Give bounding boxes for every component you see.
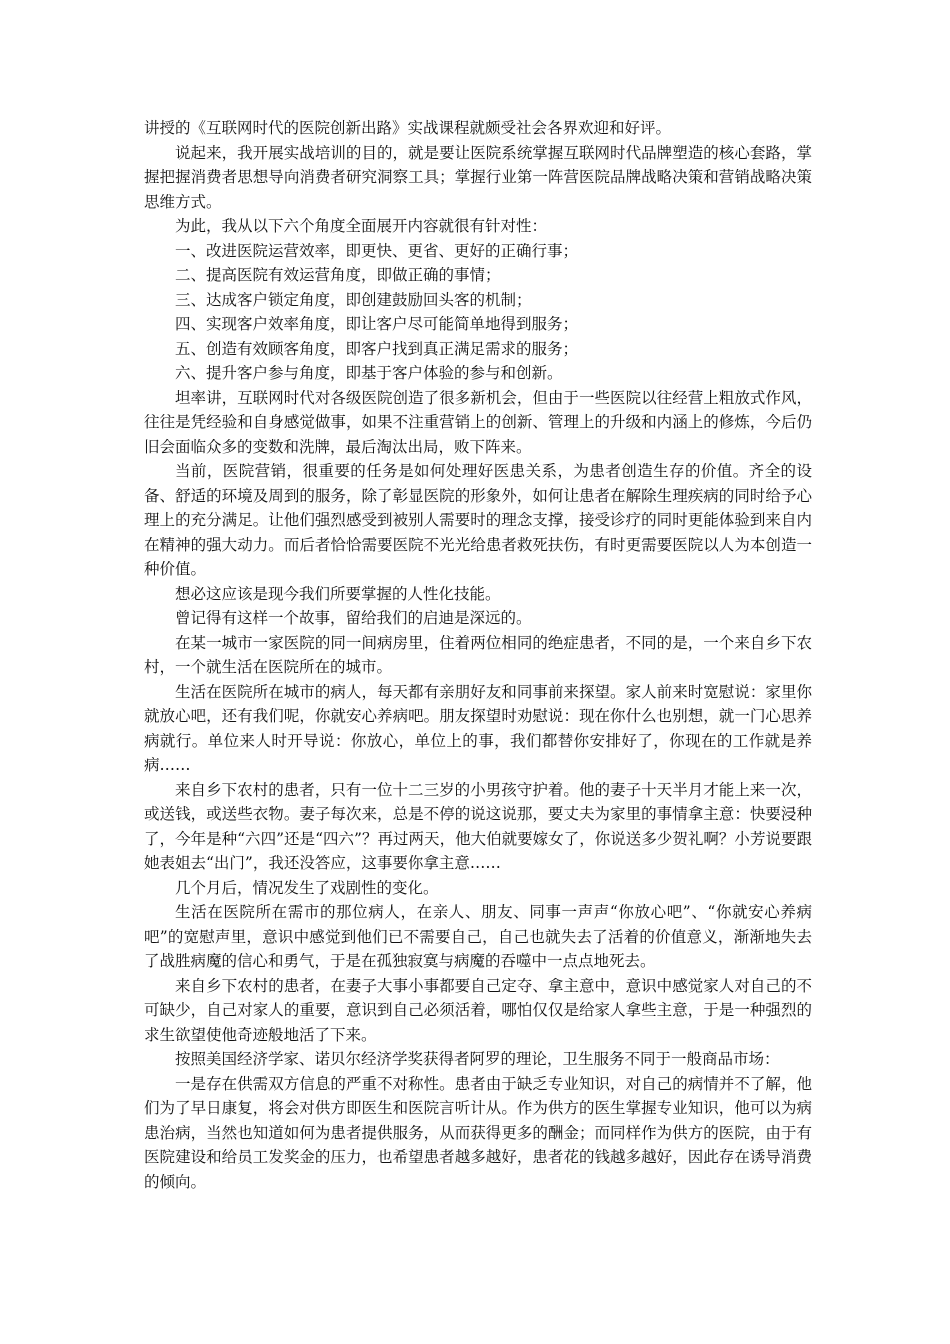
document-body — [144, 116, 812, 1194]
paragraph: 来自乡下农村的患者，只有一位十二三岁的小男孩守护着。他的妻子十天半月才能上来一次，或送钱，或送些衣物。妻子每次来，总是不停的说这说那，要丈夫为家里的事情拿主意：快要浸种了，今年是种“六四”还是“四六”？再过两天，他大伯就要嫁女了，你说送多少贺礼啊？小芳说要跟她表姐去“出门”，我还没答应，这事要你拿主意…… — [144, 780, 812, 872]
paragraph: 四、实现客户效率角度，即让客户尽可能简单地得到服务； — [175, 315, 579, 333]
paragraph: 按照美国经济学家、诺贝尔经济学奖获得者阿罗的理论，卫生服务不同于一般商品市场： — [175, 1050, 780, 1068]
paragraph: 生活在医院所在城市的病人，每天都有亲朋好友和同事前来探望。家人前来时宽慰说：家里你就放心吧，还有我们呢，你就安心养病吧。朋友探望时劝慰说：现在你什么也别想，就一门心思养病就行。单位来人时开导说：你放心，单位上的事，我们都替你安排好了，你现在的工作就是养病…… — [144, 682, 812, 774]
paragraph: 六、提升客户参与角度，即基于客户体验的参与和创新。 — [175, 364, 563, 382]
paragraph: 生活在医院所在需市的那位病人，在亲人、朋友、同事一声声“你放心吧”、“你就安心养病吧”的宽慰声里，意识中感觉到他们已不需要自己，自己也就失去了活着的价值意义，渐渐地失去了战胜病魔的信心和勇气，于是在孤独寂寞与病魔的吞噬中一点点地死去。 — [144, 903, 812, 970]
paragraph: 三、达成客户锁定角度，即创建鼓励回头客的机制； — [175, 290, 532, 309]
paragraph: 为此，我从以下六个角度全面展开内容就很有针对性： — [175, 217, 548, 235]
paragraph: 一、改进医院运营效率，即更快、更省、更好的正确行事； — [175, 241, 579, 260]
paragraph: 二、提高医院有效运营角度，即做正确的事情； — [175, 266, 501, 284]
paragraph: 想必这应该是现今我们所要掌握的人性化技能。 — [175, 584, 501, 603]
paragraph: 来自乡下农村的患者，在妻子大事小事都要自己定夺、拿主意中，意识中感觉家人对自己的不可缺少，自己对家人的重要，意识到自己必须活着，哪怕仅仅是给家人拿些主意，于是一种强烈的求生欲望使他奇迹般地活了下来。 — [144, 976, 812, 1044]
paragraph: 曾记得有这样一个故事，留给我们的启迪是深远的。 — [175, 609, 532, 627]
paragraph: 几个月后，情况发生了戏剧性的变化。 — [175, 878, 439, 897]
paragraph: 一是存在供需双方信息的严重不对称性。患者由于缺乏专业知识，对自己的病情并不了解，他们为了早日康复，将会对供方即医生和医院言听计从。作为供方的医生掌握专业知识，他可以为病患治病，当然也知道如何为患者提供服务，从而获得更多的酬金；而同样作为供方的医院，由于有医院建设和给员工发奖金的压力，也希望患者越多越好，患者花的钱越多越好，因此存在诱导消费的倾向。 — [144, 1074, 812, 1191]
paragraph: 说起来，我开展实战培训的目的，就是要让医院系统掌握互联网时代品牌塑造的核心套路，掌握把握消费者思想导向消费者研究洞察工具；掌握行业第一阵营医院品牌战略决策和营销战略决策思维方式。 — [144, 143, 812, 211]
paragraph: 讲授的《互联网时代的医院创新出路》实战课程就颇受社会各界欢迎和好评。 — [144, 119, 672, 137]
paragraph: 坦率讲，互联网时代对各级医院创造了很多新机会，但由于一些医院以往经营上粗放式作风，往往是凭经验和自身感觉做事，如果不注重营销上的创新、管理上的升级和内涵上的修炼，今后仍旧会面临众多的变数和洗牌，最后淘汰出局，败下阵来。 — [144, 388, 812, 456]
paragraph: 当前，医院营销，很重要的任务是如何处理好医患关系，为患者创造生存的价值。齐全的设备、舒适的环境及周到的服务，除了彰显医院的形象外，如何让患者在解除生理疾病的同时给予心理上的充分满足。让他们强烈感受到被别人需要时的理念支撑，接受诊疗的同时更能体验到来自内在精神的强大动力。而后者恰恰需要医院不光光给患者救死扶伤，有时更需要医院以人为本创造一种价值。 — [144, 462, 812, 578]
paragraph: 在某一城市一家医院的同一间病房里，住着两位相同的绝症患者，不同的是，一个来自乡下农村，一个就生活在医院所在的城市。 — [144, 633, 812, 676]
paragraph: 五、创造有效顾客角度，即客户找到真正满足需求的服务； — [175, 339, 579, 358]
